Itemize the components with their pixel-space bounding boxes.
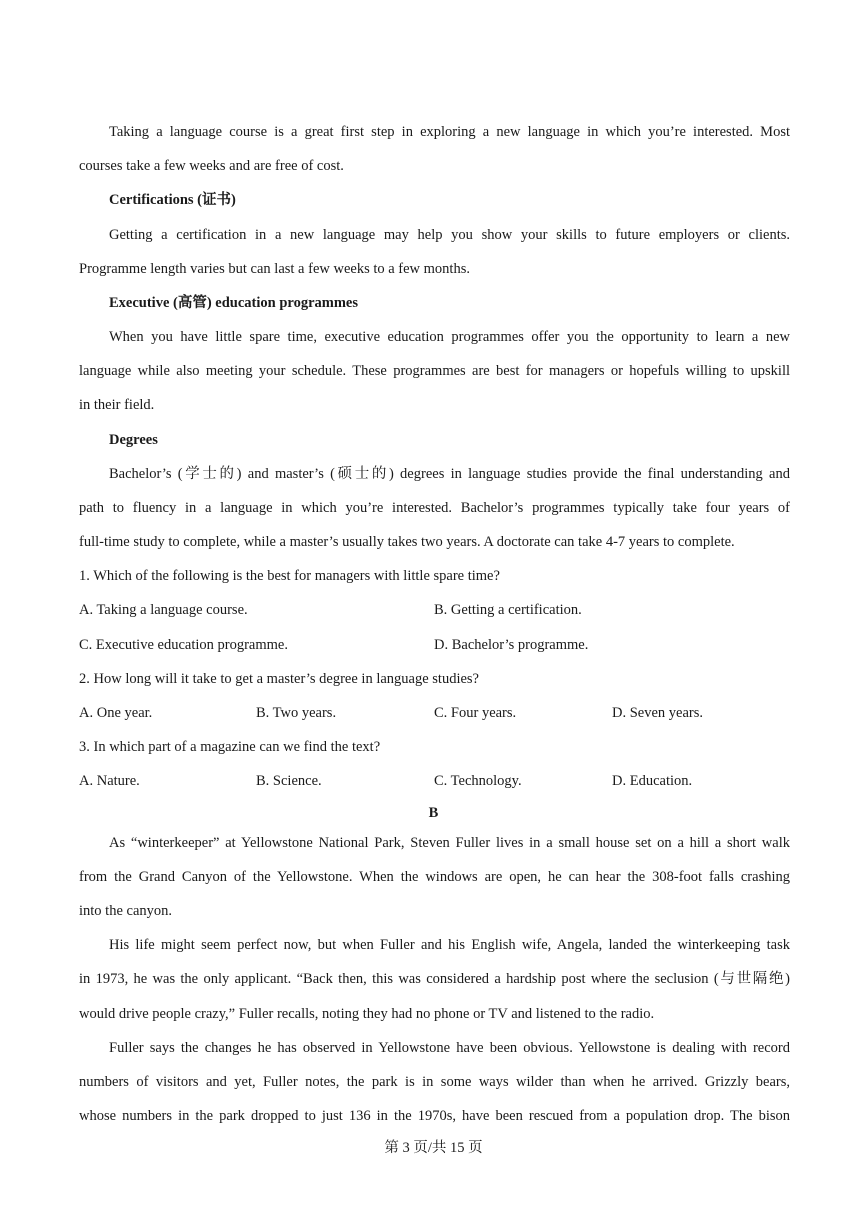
question-stem: 1. Which of the following is the best for managers with little spare time?	[79, 568, 500, 584]
paragraph-line: numbers of visitors and yet, Fuller notes, the park is in some ways wilder than when he arrived. Grizzly bears,	[79, 1074, 790, 1090]
heading-certifications: Certifications (证书)	[109, 192, 236, 208]
paragraph-line: language while also meeting your schedule. These programmes are best for managers or hopefuls willing to upskill	[79, 363, 790, 379]
option-b: B. Science.	[256, 773, 322, 789]
question-stem: 3. In which part of a magazine can we find the text?	[79, 739, 381, 755]
paragraph-line: whose numbers in the park dropped to just 136 in the 1970s, have been rescued from a population drop. The bison	[79, 1108, 790, 1124]
option-b: B. Two years.	[256, 705, 337, 721]
paragraph-line: courses take a few weeks and are free of cost.	[79, 158, 344, 174]
heading-executive: Executive (高管) education programmes	[109, 295, 359, 311]
paragraph-line: from the Grand Canyon of the Yellowstone. When the windows are open, he can hear the 308-foot falls crashing	[79, 869, 790, 885]
option-a: A. Taking a language course.	[79, 602, 248, 618]
paragraph-line: As “winterkeeper” at Yellowstone National Park, Steven Fuller lives in a small house set on a hill a short walk	[109, 835, 790, 851]
section-label: B	[428, 805, 439, 821]
paragraph-line: would drive people crazy,” Fuller recalls, noting they had no phone or TV and listened to the radio.	[79, 1006, 655, 1022]
paragraph-line: full-time study to complete, while a master’s usually takes two years. A doctorate can take 4-7 years to complete.	[79, 534, 735, 550]
heading-degrees: Degrees	[109, 432, 158, 448]
option-c: C. Technology.	[434, 773, 522, 789]
option-c: C. Four years.	[434, 705, 517, 721]
paragraph-line: Taking a language course is a great first step in exploring a new language in which you’re interested. Most	[109, 124, 790, 140]
paragraph-line: Bachelor’s (学士的) and master’s (硕士的) degrees in language studies provide the final understanding and	[109, 466, 790, 482]
paragraph-line: into the canyon.	[79, 903, 173, 919]
paragraph-line: in their field.	[79, 397, 155, 413]
paragraph-line: His life might seem perfect now, but when Fuller and his English wife, Angela, landed the winterkeeping task	[109, 937, 790, 953]
question-stem: 2. How long will it take to get a master’s degree in language studies?	[79, 671, 479, 687]
paragraph-line: Fuller says the changes he has observed in Yellowstone have been obvious. Yellowstone is dealing with record	[109, 1040, 790, 1056]
option-d: D. Education.	[612, 773, 693, 789]
paragraph-line: When you have little spare time, executive education programmes offer you the opportunity to learn a new	[109, 329, 790, 345]
option-a: A. One year.	[79, 705, 153, 721]
paragraph-line: Getting a certification in a new language may help you show your skills to future employers or clients.	[109, 227, 790, 243]
option-c: C. Executive education programme.	[79, 637, 288, 653]
page-number-footer: 第 3 页/共 15 页	[384, 1140, 483, 1156]
paragraph-line: Programme length varies but can last a few weeks to a few months.	[79, 261, 470, 277]
paragraph-line: in 1973, he was the only applicant. “Back then, this was considered a hardship post where the seclusion (与世隔绝)	[79, 971, 790, 987]
option-a: A. Nature.	[79, 773, 140, 789]
option-b: B. Getting a certification.	[434, 602, 582, 618]
paragraph-line: path to fluency in a language in which you’re interested. Bachelor’s programmes typically take four years of	[79, 500, 790, 516]
option-d: D. Bachelor’s programme.	[434, 637, 589, 653]
option-d: D. Seven years.	[612, 705, 704, 721]
